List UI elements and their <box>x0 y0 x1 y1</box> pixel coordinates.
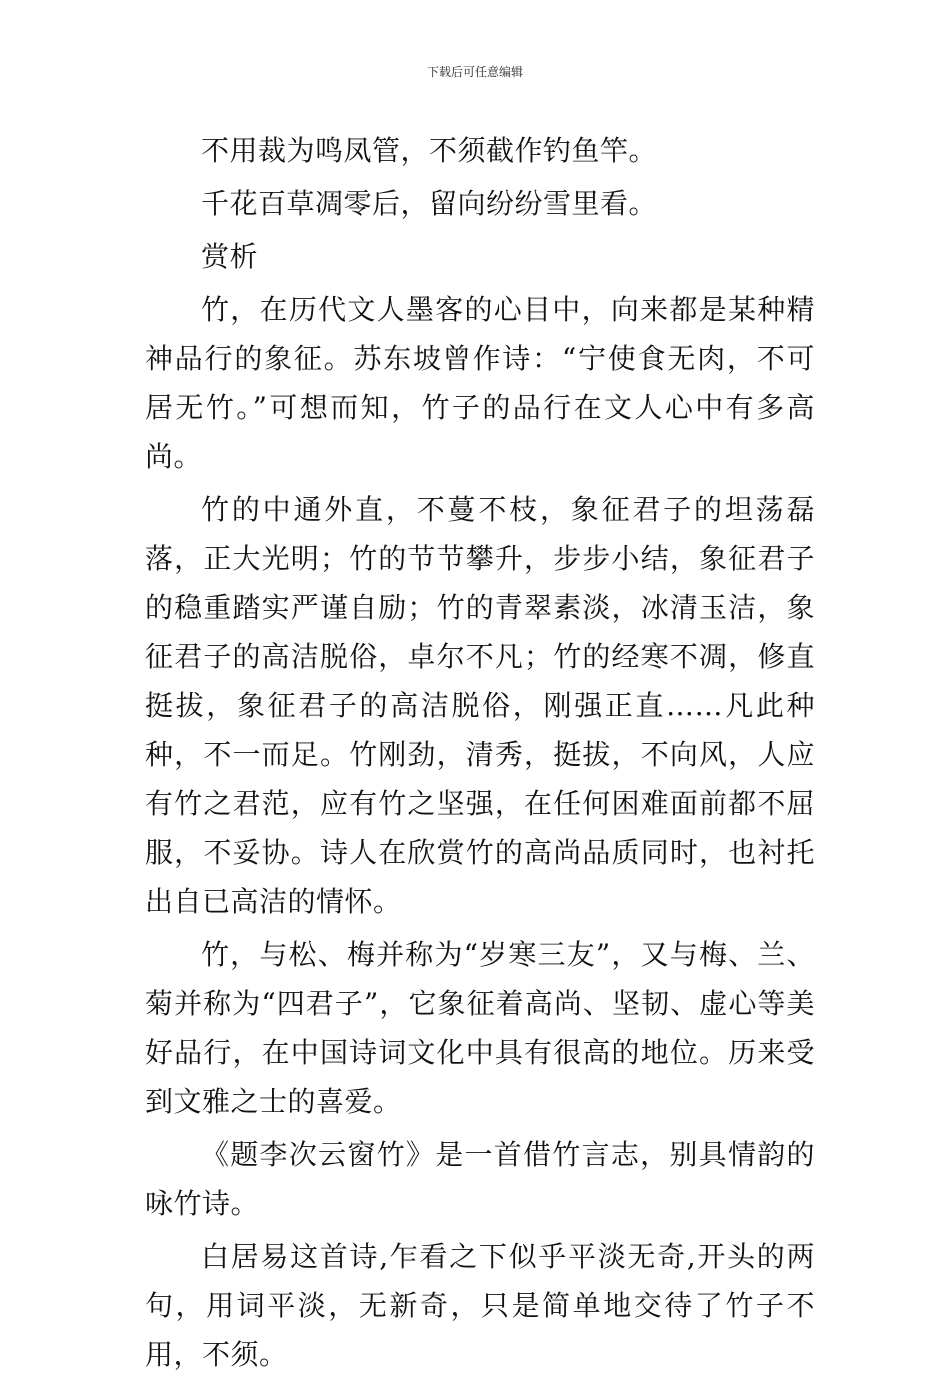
poem-line-2: 千花百草凋零后，留向纷纷雪里看。 <box>201 187 658 220</box>
document-body <box>145 126 815 1379</box>
analysis-paragraph-4: 《题李次云窗竹》是一首借竹言志，别具情韵的咏竹诗。 <box>145 1138 815 1220</box>
analysis-paragraph-2: 竹的中通外直，不蔓不枝，象征君子的坦荡磊落，正大光明；竹的节节攀升，步步小结，象征君子的稳重踏实严谨自励；竹的青翠素淡，冰清玉洁，象征君子的高洁脱俗，卓尔不凡；竹的经寒不凋，修直挺拔，象征君子的高洁脱俗，刚强正直……凡此种种，不一而足。竹刚劲，清秀，挺拔，不向风，人应有竹之君范，应有竹之坚强，在任何困难面前都不屈服，不妥协。诗人在欣赏竹的高尚品质同时，也衬托出自已高洁的情怀。 <box>145 493 815 918</box>
page-header-note: 下载后可任意编辑 <box>426 65 523 79</box>
analysis-heading: 赏析 <box>201 240 259 273</box>
analysis-paragraph-3: 竹，与松、梅并称为“岁寒三友”，又与梅、兰、菊并称为“四君子”，它象征着高尚、坚韧、虚心等美好品行，在中国诗词文化中具有很高的地位。历来受到文雅之士的喜爱。 <box>145 938 815 1118</box>
poem-line-1: 不用裁为鸣凤管，不须截作钓鱼竿。 <box>201 134 658 167</box>
analysis-paragraph-5: 白居易这首诗,乍看之下似乎平淡无奇,开头的两句，用词平淡，无新奇，只是简单地交待了竹子不用，不须。 <box>145 1240 815 1371</box>
analysis-paragraph-1: 竹，在历代文人墨客的心目中，向来都是某种精神品行的象征。苏东坡曾作诗：“宁使食无肉，不可居无竹。”可想而知，竹子的品行在文人心中有多高尚。 <box>145 293 815 473</box>
